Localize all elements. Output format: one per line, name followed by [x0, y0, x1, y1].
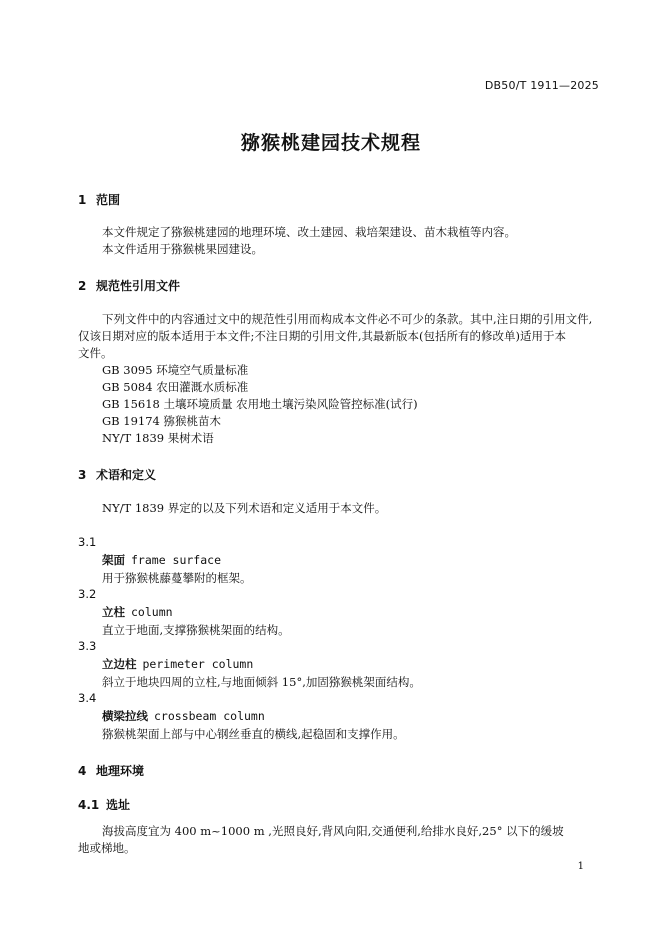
section-title: 范围: [96, 193, 121, 207]
section-title: 规范性引用文件: [96, 279, 181, 293]
reference-item: GB 3095 环境空气质量标准: [102, 363, 249, 377]
section-3-heading: [78, 466, 156, 483]
section-number: 4: [78, 764, 87, 778]
term-definition: 直立于地面,支撑猕猴桃架面的结构。: [102, 623, 290, 637]
section-title: 地理环境: [96, 764, 145, 778]
term-name-en: crossbeam column: [154, 709, 265, 723]
page-number: 1: [577, 861, 584, 872]
standard-id: DB50/T 1911—2025: [484, 79, 599, 92]
term-name-zh: 架面: [102, 553, 125, 567]
term-definition: 猕猴桃架面上部与中心钢丝垂直的横线,起稳固和支撑作用。: [102, 727, 405, 741]
paragraph-line: 下列文件中的内容通过文中的规范性引用而构成本文件必不可少的条款。其中,注日期的引用文件,: [102, 312, 593, 326]
paragraph-line: 地或梯地。: [78, 841, 136, 855]
term-definition: 斜立于地块四周的立柱,与地面倾斜 15°,加固猕猴桃架面结构。: [102, 675, 421, 689]
term-number: 3.3: [78, 639, 97, 653]
section-title: 术语和定义: [96, 468, 157, 482]
section-4-heading: [78, 762, 144, 779]
document-title: 猕猴桃建园技术规程: [240, 132, 421, 154]
section-number: 1: [78, 193, 87, 207]
section-1-heading: [78, 191, 120, 208]
term-number: 3.2: [78, 587, 97, 601]
subsection-title: 选址: [106, 798, 131, 812]
term-name-en: perimeter column: [142, 657, 254, 671]
term-name-zh: 立边柱: [102, 657, 137, 671]
paragraph: NY/T 1839 界定的以及下列术语和定义适用于本文件。: [102, 501, 387, 515]
reference-item: GB 5084 农田灌溉水质标准: [102, 380, 249, 394]
paragraph: 本文件适用于猕猴桃果园建设。: [102, 242, 263, 256]
subsection-4-1-heading: [78, 796, 130, 813]
term-name-zh: 立柱: [102, 605, 125, 619]
reference-item: GB 19174 猕猴桃苗木: [102, 414, 222, 428]
term-name-en: frame surface: [131, 553, 222, 567]
paragraph-line: 文件。: [78, 346, 113, 360]
reference-item: GB 15618 土壤环境质量 农用地土壤污染风险管控标准(试行): [102, 397, 418, 411]
term-number: 3.4: [78, 691, 97, 705]
term-name: [102, 708, 265, 724]
term-definition: 用于猕猴桃藤蔓攀附的框架。: [102, 571, 252, 585]
term-name: [102, 604, 173, 620]
term-name-zh: 横梁拉线: [102, 709, 148, 723]
paragraph-line: 仅该日期对应的版本适用于本文件;不注日期的引用文件,其最新版本(包括所有的修改单)适用于本: [78, 329, 566, 343]
section-number: 3: [78, 468, 87, 482]
term-number: 3.1: [78, 535, 97, 549]
reference-item: NY/T 1839 果树术语: [102, 431, 214, 445]
term-name-en: column: [131, 605, 173, 619]
section-number: 2: [78, 279, 87, 293]
paragraph: 本文件规定了猕猴桃建园的地理环境、改土建园、栽培架建设、苗木栽植等内容。: [102, 225, 516, 239]
term-name: [102, 656, 253, 672]
subsection-number: 4.1: [78, 798, 100, 812]
section-2-heading: [78, 277, 180, 294]
paragraph-line: 海拔高度宜为 400 m~1000 m ,光照良好,背风向阳,交通便利,给排水良好,25° 以下的缓坡: [102, 824, 564, 838]
term-name: [102, 552, 221, 568]
